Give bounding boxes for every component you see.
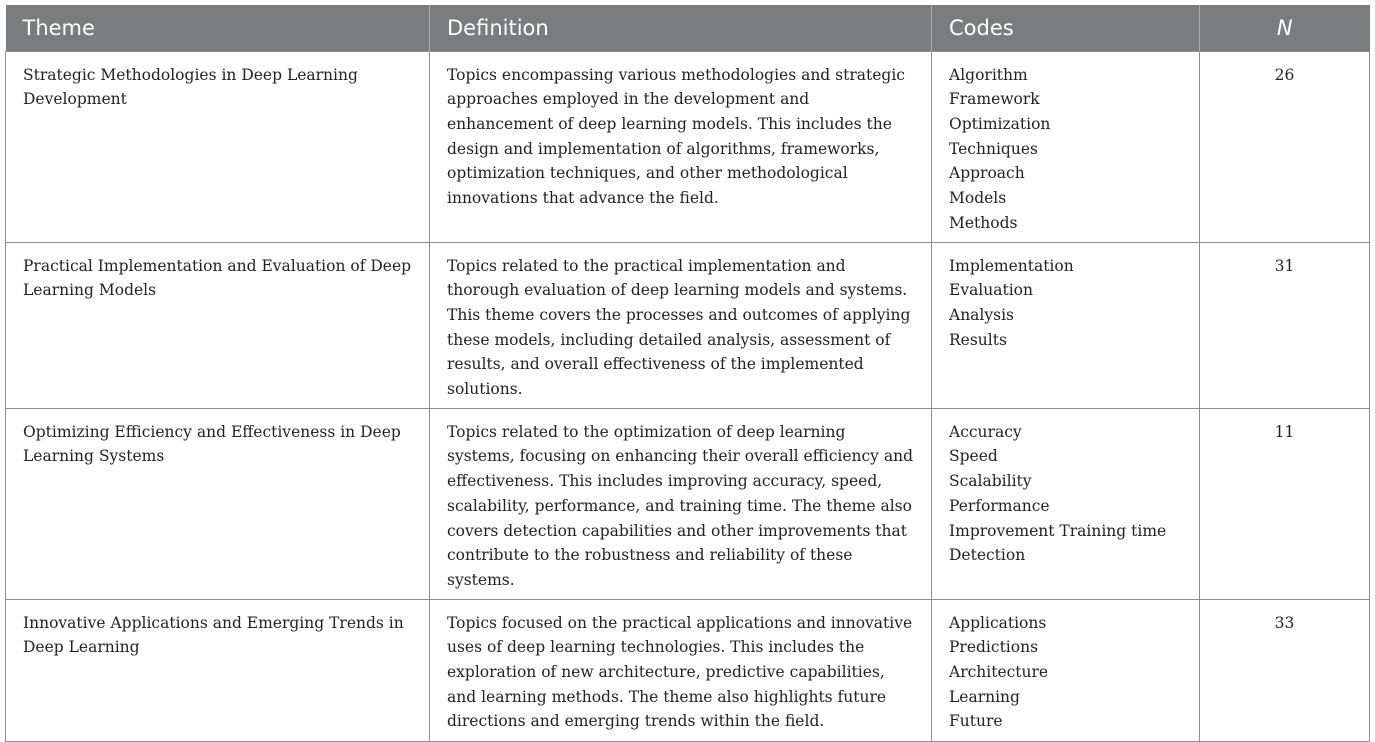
- codes-cell: [932, 242, 1200, 408]
- code-item: Speed: [949, 447, 998, 466]
- definition-cell: Topics related to the optimization of deep learning systems, focusing on enhancing their overall efficiency and effectiveness. This includes improving accuracy, speed, scalability, performance, and training time. The theme also covers detection capabilities and other improvements that contribute to the robustness and reliability of these systems.: [430, 408, 932, 599]
- code-item: Accuracy: [949, 422, 1022, 441]
- code-item: Learning: [949, 687, 1020, 706]
- codes-cell: [932, 51, 1200, 242]
- code-item: Architecture: [949, 663, 1049, 682]
- code-item: Scalability: [949, 472, 1032, 491]
- n-cell: 33: [1200, 599, 1370, 741]
- n-cell: 26: [1200, 51, 1370, 242]
- themes-table: [5, 5, 1370, 742]
- code-item: Methods: [949, 213, 1018, 232]
- codes-cell: [932, 408, 1200, 599]
- code-item: Approach: [949, 164, 1025, 183]
- code-item: Detection: [949, 546, 1026, 565]
- table-header: [6, 5, 1370, 51]
- theme-cell: Optimizing Efficiency and Effectiveness in Deep Learning Systems: [6, 408, 430, 599]
- codes-cell: [932, 599, 1200, 741]
- code-item: Applications: [949, 613, 1047, 632]
- code-item: Future: [949, 712, 1003, 731]
- code-item: Models: [949, 189, 1007, 208]
- code-item: Algorithm: [949, 65, 1028, 84]
- definition-cell: Topics encompassing various methodologies and strategic approaches employed in the development and enhancement of deep learning models. This includes the design and implementation of algorithms, frameworks, optimization techniques, and other methodological innovations that advance the field.: [430, 51, 932, 242]
- header-n: N: [1200, 5, 1370, 51]
- code-item: Evaluation: [949, 281, 1033, 300]
- code-item: Framework: [949, 90, 1040, 109]
- theme-cell: Practical Implementation and Evaluation of Deep Learning Models: [6, 242, 430, 408]
- definition-cell: Topics related to the practical implementation and thorough evaluation of deep learning models and systems. This theme covers the processes and outcomes of applying these models, including detailed analysis, assessment of results, and overall effectiveness of the implemented solutions.: [430, 242, 932, 408]
- code-item: Performance: [949, 496, 1050, 515]
- header-theme: Theme: [6, 5, 430, 51]
- code-item: Analysis: [949, 305, 1014, 324]
- code-item: Implementation: [949, 256, 1074, 275]
- theme-cell: Innovative Applications and Emerging Trends in Deep Learning: [6, 599, 430, 741]
- header-codes: Codes: [932, 5, 1200, 51]
- table-row: [6, 51, 1370, 242]
- header-row: [6, 5, 1370, 51]
- code-item: Improvement Training time: [949, 521, 1167, 540]
- code-item: Results: [949, 330, 1007, 349]
- definition-cell: Topics focused on the practical applications and innovative uses of deep learning technologies. This includes the exploration of new architecture, predictive capabilities, and learning methods. The theme also highlights future directions and emerging trends within the field.: [430, 599, 932, 741]
- n-cell: 11: [1200, 408, 1370, 599]
- code-item: Predictions: [949, 638, 1039, 657]
- table-row: [6, 599, 1370, 741]
- header-definition: Definition: [430, 5, 932, 51]
- table-row: [6, 242, 1370, 408]
- code-item: Techniques: [949, 139, 1038, 158]
- n-cell: 31: [1200, 242, 1370, 408]
- theme-cell: Strategic Methodologies in Deep Learning Development: [6, 51, 430, 242]
- table-body: [6, 51, 1370, 741]
- table-row: [6, 408, 1370, 599]
- code-item: Optimization: [949, 114, 1051, 133]
